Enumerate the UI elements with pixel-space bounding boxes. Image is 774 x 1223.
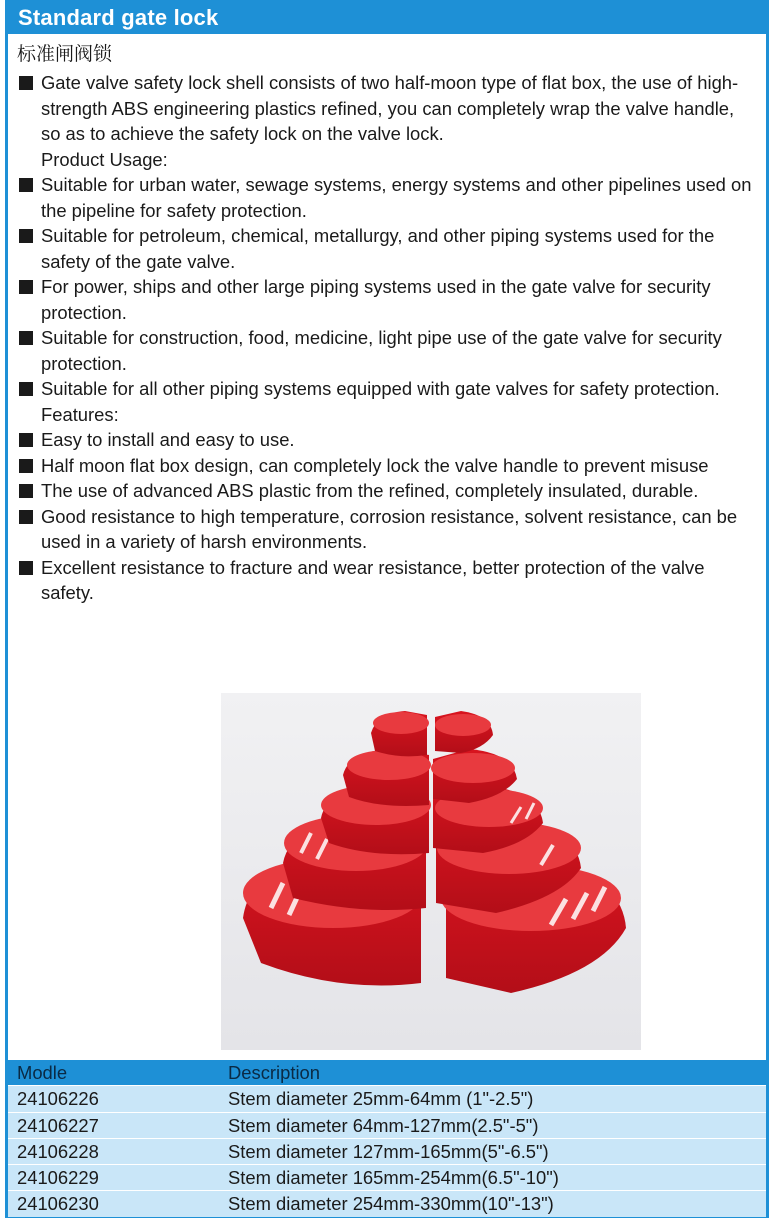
square-bullet-icon	[19, 229, 33, 243]
model-table	[8, 1060, 766, 1217]
page-title: Standard gate lock	[18, 5, 219, 30]
bullet-text: Good resistance to high temperature, corrosion resistance, solvent resistance, can be used in a variety of harsh environments.	[41, 505, 738, 552]
table-row	[8, 1164, 766, 1190]
description-column-header: Description	[228, 1062, 320, 1083]
table-row	[8, 1138, 766, 1164]
bullet-item	[16, 504, 756, 555]
bullet-text: Suitable for all other piping systems equipped with gate valves for safety protection.	[41, 378, 720, 399]
square-bullet-icon	[19, 510, 33, 524]
model-column-header: Modle	[17, 1062, 68, 1083]
description-cell: Stem diameter 64mm-127mm(2.5"-5")	[228, 1114, 539, 1136]
bullet-item	[16, 453, 756, 479]
description-cell: Stem diameter 25mm-64mm (1"-2.5")	[228, 1088, 534, 1110]
table-header-row	[8, 1060, 766, 1085]
table-row	[8, 1190, 766, 1216]
bullet-text: Gate valve safety lock shell consists of two half-moon type of flat box, the use of high-strength ABS engineering plastics refined, you can completely wrap the valve handle, so as to achieve the safety lock on the valve lock.	[41, 72, 739, 144]
bullet-item	[16, 478, 756, 504]
model-number-cell: 24106226	[17, 1088, 99, 1110]
square-bullet-icon	[19, 178, 33, 192]
bullet-item	[16, 274, 756, 325]
product-photo	[221, 693, 641, 1050]
description-cell: Stem diameter 127mm-165mm(5"-6.5")	[228, 1140, 549, 1162]
square-bullet-icon	[19, 433, 33, 447]
bullet-item	[16, 555, 756, 606]
bullet-text: Excellent resistance to fracture and wear resistance, better protection of the valve safety.	[41, 556, 705, 603]
bullet-text: Suitable for petroleum, chemical, metallurgy, and other piping systems used for the safety of the gate valve.	[41, 225, 715, 272]
title-bar	[8, 3, 766, 34]
bullet-text: For power, ships and other large piping systems used in the gate valve for security protection.	[41, 276, 711, 323]
square-bullet-icon	[19, 459, 33, 473]
square-bullet-icon	[19, 382, 33, 396]
bullet-item	[16, 172, 756, 223]
table-row	[8, 1112, 766, 1138]
description-cell: Stem diameter 254mm-330mm(10"-13")	[228, 1193, 554, 1215]
square-bullet-icon	[19, 561, 33, 575]
section-heading-text: Features:	[41, 403, 119, 425]
square-bullet-icon	[19, 280, 33, 294]
model-number-cell: 24106228	[17, 1140, 99, 1162]
gate-lock-illustration	[221, 693, 641, 1050]
description-cell: Stem diameter 165mm-254mm(6.5"-10")	[228, 1167, 559, 1189]
section-heading	[16, 402, 756, 428]
section-heading-text: Product Usage:	[41, 148, 168, 170]
bullet-item	[16, 427, 756, 453]
table-row	[8, 1085, 766, 1111]
section-heading	[16, 147, 756, 173]
bullet-item	[16, 325, 756, 376]
model-number-cell: 24106227	[17, 1114, 99, 1136]
square-bullet-icon	[19, 76, 33, 90]
bullet-item	[16, 376, 756, 402]
bullet-text: Half moon flat box design, can completely lock the valve handle to prevent misuse	[41, 454, 709, 476]
description-list	[16, 70, 756, 606]
bullet-text: Easy to install and easy to use.	[41, 429, 295, 450]
square-bullet-icon	[19, 484, 33, 498]
chinese-subtitle: 标准闸阀锁	[17, 44, 113, 65]
square-bullet-icon	[19, 331, 33, 345]
catalog-panel	[5, 0, 769, 1218]
bullet-item	[16, 223, 756, 274]
model-number-cell: 24106229	[17, 1167, 99, 1189]
model-number-cell: 24106230	[17, 1193, 99, 1215]
bullet-text: Suitable for urban water, sewage systems, energy systems and other pipelines used on the pipeline for safety protection.	[41, 174, 752, 221]
bullet-text: The use of advanced ABS plastic from the refined, completely insulated, durable.	[41, 480, 699, 501]
bullet-text: Suitable for construction, food, medicine, light pipe use of the gate valve for security protection.	[41, 327, 722, 374]
bullet-item	[16, 70, 756, 147]
